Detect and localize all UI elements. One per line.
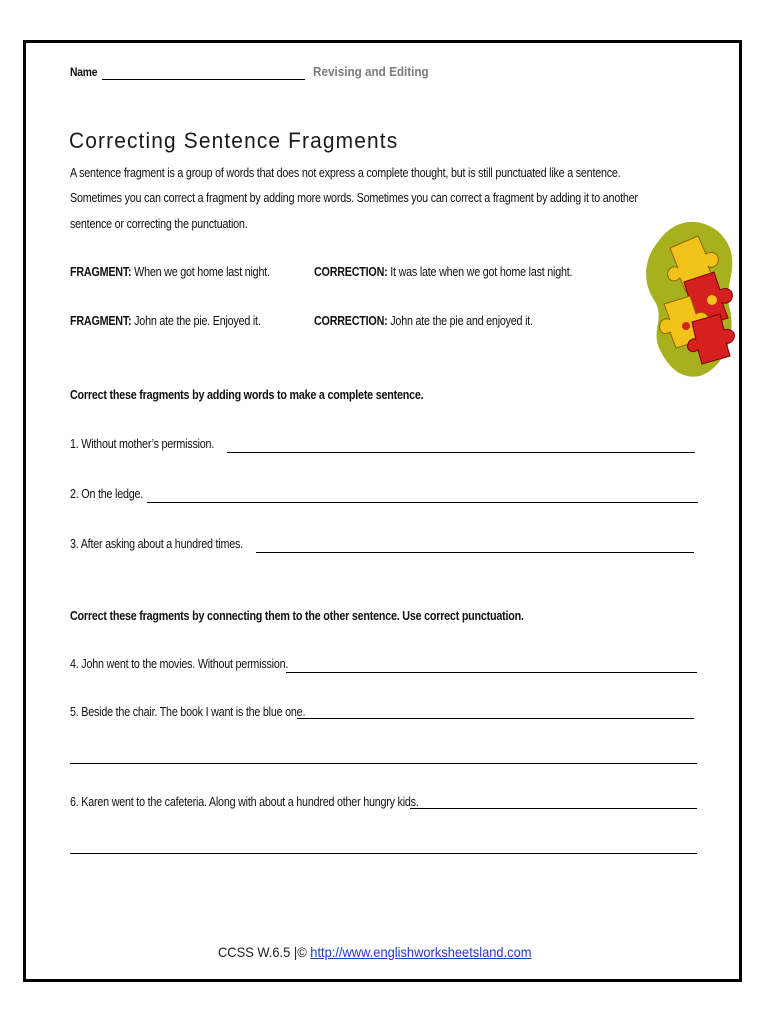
footer-link[interactable]: http://www.englishworksheetsland.com [310,944,532,960]
answer-line-6b[interactable] [70,853,697,854]
correction-text: John ate the pie and enjoyed it. [390,314,533,328]
question-2-text: 2. On the ledge. [70,487,144,501]
fragment-label: FRAGMENT: [70,314,132,328]
intro-line-3: sentence or correcting the punctuation. [70,217,248,231]
correction-label: CORRECTION: [314,314,388,328]
name-label: Name [70,65,98,79]
footer [218,944,532,960]
answer-line-1[interactable] [227,452,695,453]
correction-label: CORRECTION: [314,265,388,279]
answer-line-2[interactable] [147,502,698,503]
name-input-line[interactable] [102,79,305,80]
example-correction-1 [314,265,572,279]
answer-line-3[interactable] [256,552,694,553]
question-1-text: 1. Without mother’s permission. [70,437,215,451]
fragment-label: FRAGMENT: [70,265,132,279]
section1-instruction: Correct these fragments by adding words to make a complete sentence. [70,388,424,402]
answer-line-5[interactable] [297,718,694,719]
example-fragment-1 [70,265,270,279]
fragment-text: John ate the pie. Enjoyed it. [134,314,261,328]
section2-instruction: Correct these fragments by connecting them to the other sentence. Use correct punctuation. [70,609,524,623]
example-fragment-2 [70,314,261,328]
example-correction-2 [314,314,533,328]
answer-line-4[interactable] [286,672,697,673]
subject-label: Revising and Editing [313,64,429,79]
question-5-text: 5. Beside the chair. The book I want is the blue one. [70,705,306,719]
answer-line-5b[interactable] [70,763,697,764]
intro-line-1: A sentence fragment is a group of words that does not express a complete thought, but is still punctuated like a sentence. [70,166,621,180]
puzzle-pieces-icon [640,218,736,380]
answer-line-6[interactable] [410,808,697,809]
question-6-text: 6. Karen went to the cafeteria. Along with about a hundred other hungry kids. [70,795,419,809]
page-title: Correcting Sentence Fragments [69,128,399,153]
question-3-text: 3. After asking about a hundred times. [70,537,243,551]
question-4-text: 4. John went to the movies. Without permission. [70,657,289,671]
fragment-text: When we got home last night. [134,265,270,279]
correction-text: It was late when we got home last night. [390,265,573,279]
intro-line-2: Sometimes you can correct a fragment by adding more words. Sometimes you can correct a fragment by adding it to another [70,191,638,205]
footer-standard: CCSS W.6.5 |© [218,944,307,960]
page-border [23,40,742,982]
